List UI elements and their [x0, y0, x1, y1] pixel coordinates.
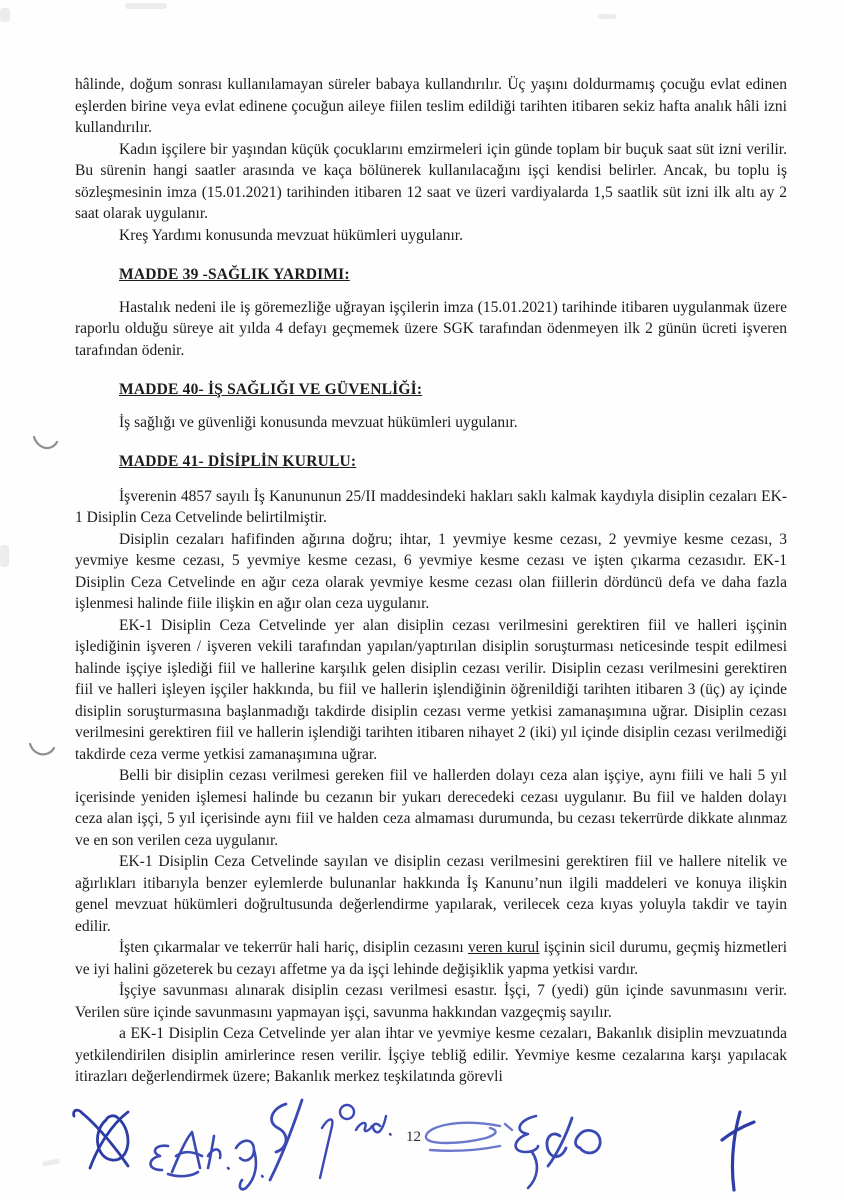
- paragraph-nursery-aid: Kreş Yardımı konusunda mevzuat hükümleri uygulanır.: [119, 226, 463, 244]
- underlined-phrase: veren kurul: [468, 939, 540, 956]
- paragraph-similar-acts: EK-1 Disiplin Ceza Cetvelinde sayılan ve disiplin cezası verilmesini gerektiren fiil ve hallere nitelik ve ağırlıkları itibarıyla benzer eylemlerde bulunanlar hakkında İş Kanunu’nun ilgili maddeleri ve konuya ilişkin genel mevzuat hükümleri doğrultusunda değerlendirme yapılarak, verilecek ceza kıyas yoluyla takdir ve tayin edilir.: [75, 853, 787, 935]
- scan-artifact: [0, 8, 10, 22]
- scan-artifact: [0, 545, 9, 567]
- paragraph-warning-penalties: a EK-1 Disiplin Ceza Cetvelinde yer alan ihtar ve yevmiye kesme cezaları, Bakanlık disiplin mevzuatında yetkilendirilen disiplin amirlerince resen verilir. İşçiye tebliğ edilir. Yevmiye kesme cezalarına karşı yapılacak itirazları değerlendirmek üzere; Bakanlık merkez teşkilatında görevli: [75, 1025, 787, 1085]
- paragraph-repeat-offense: Belli bir disiplin cezası verilmesi gereken fiil ve hallerden dolayı ceza alan işçiye, aynı fiili ve hali 5 yıl içerisinde yeniden işlemesi halinde bu cezanın bir yukarı derecedeki cezası uygulanır. Bu fiil ve halden dolayı ceza alan işçi, 5 yıl içerisinde aynı fiil ve halden ceza almaması durumunda, bu cezası tekerrürde dikkate alınmaz ve en son verilen ceza uygulanır.: [75, 767, 787, 849]
- paragraph-pardon-authority: [75, 937, 787, 980]
- signature-mark-4: [320, 1105, 391, 1178]
- paragraph-nursing-break: Kadın işçilere bir yaşından küçük çocuklarını emzirmeleri için günde toplam bir buçuk saat süt izni verilir. Bu sürenin hangi saatler arasında ve kaça bölünerek kullanılacağını işçi kendisi belirler. Ancak, bu toplu iş sözleşmesinin imza (15.01.2021) tarihinden itibaren 12 saat ve üzeri vardiyalarda 1,5 saatlik süt izni ilk altı ay 2 saat olarak uygulanır.: [75, 140, 787, 222]
- scan-artifact: [125, 3, 167, 9]
- signature-mark-6: [516, 1116, 538, 1188]
- scan-artifact: [598, 14, 616, 19]
- signature-mark-5: [426, 1123, 512, 1151]
- paragraph-discipline-intro: İşverenin 4857 sayılı İş Kanununun 25/II maddesindeki hakları saklı kalmak kaydıyla disiplin cezaları EK-1 Disiplin Ceza Cetvelinde belirtilmiştir.: [75, 487, 787, 526]
- paragraph-defense-right: İşçiye savunması alınarak disiplin cezası verilmesi esastır. İşçi, 7 (yedi) gün içinde savunmasını verir. Verilen süre içinde savunmasını yapmayan işçi, savunma hakkından vazgeçmiş sayılır.: [75, 982, 787, 1021]
- binding-mark-bottom: [30, 744, 54, 754]
- heading-madde-41: MADDE 41- DİSİPLİN KURULU:: [119, 453, 357, 470]
- page-number: 12: [406, 1129, 421, 1145]
- paragraph-penalty-procedure: EK-1 Disiplin Ceza Cetvelinde yer alan disiplin cezası verilmesini gerektiren fiil ve halleri işçinin işlediğinin işveren / işveren vekili tarafından yapılan/yaptırılan disiplin soruşturması neticesinde tespit edilmesi halinde işçiye işlediği fiil ve hallerine karşılık gelen disiplin cezası verilir. Disiplin cezası verilmesini gerektiren fiil ve halleri işleyen işçiler hakkında, bu fiil ve hallerin işlendiğinin öğrenildiği tarihten itibaren 3 (üç) ay içinde disiplin soruşturmasına başlanmadığı takdirde disiplin cezası verme yetkisi zamanaşımına uğrar. Disiplin cezası verilmesini gerektiren fiil ve hallerin işlendiği tarihten itibaren nihayet 2 (iki) yıl içinde disiplin cezası verilmediği takdirde ceza verme yetkisi zamanaşımına uğrar.: [75, 616, 787, 763]
- paragraph-maternity-leave: hâlinde, doğum sonrası kullanılamayan süreler babaya kullandırılır. Üç yaşını doldurmamış çocuğu evlat edinen eşlerden birine veya evlat edinene çocuğun aileye fiilen teslim edildiği tarihten itibaren sekiz hafta analık hâli izni kullandırılır.: [75, 76, 787, 136]
- signature-mark-2: [151, 1132, 263, 1189]
- paragraph-penalty-scale: Disiplin cezaları hafifinden ağırına doğru; ihtar, 1 yevmiye kesme cezası, 2 yevmiye kesme cezası, 3 yevmiye kesme cezası, 5 yevmiye kesme cezası, 6 yevmiye kesme cezası ve işten çıkarma cezasıdır. EK-1 Disiplin Ceza Cetvelinde en ağır ceza olarak yevmiye kesme cezası olan fiillerin dördüncü defa ve daha fazla işlenmesi halinde fiile ilişkin en ağır olan ceza uygulanır.: [75, 530, 787, 612]
- signature-mark-8: [722, 1112, 754, 1190]
- binding-mark-top: [34, 437, 57, 448]
- signature-mark-7: [547, 1118, 600, 1166]
- paragraph-text: işçinin sicil durumu, geçmiş hizmetleri ve iyi halini gözeterek bu cezayı affetme ya da işçi lehinde değişiklik yapma yetkisi vardır.: [75, 939, 787, 978]
- paragraph-sick-pay: Hastalık nedeni ile iş göremezliğe uğrayan işçilerin imza (15.01.2021) tarihinde itibaren uygulanmak üzere raporlu olduğu süreye ait yılda 4 defayı geçmemek üzere SGK tarafından ödenmeyen ilk 2 günün ücreti işveren tarafından ödenir.: [75, 298, 787, 359]
- paragraph-text: İşten çıkarmalar ve tekerrür hali hariç, disiplin cezasını: [119, 939, 469, 956]
- heading-madde-40: MADDE 40- İŞ SAĞLIĞI VE GÜVENLİĞİ:: [119, 381, 423, 398]
- document-body: [75, 74, 787, 1088]
- signature-mark-1: [74, 1110, 128, 1168]
- scan-artifact: [42, 1158, 61, 1167]
- paragraph-health-safety: İş sağlığı ve güvenliği konusunda mevzuat hükümleri uygulanır.: [119, 413, 518, 431]
- signature-mark-3: [270, 1100, 302, 1180]
- heading-madde-39: MADDE 39 -SAĞLIK YARDIMI:: [119, 266, 350, 283]
